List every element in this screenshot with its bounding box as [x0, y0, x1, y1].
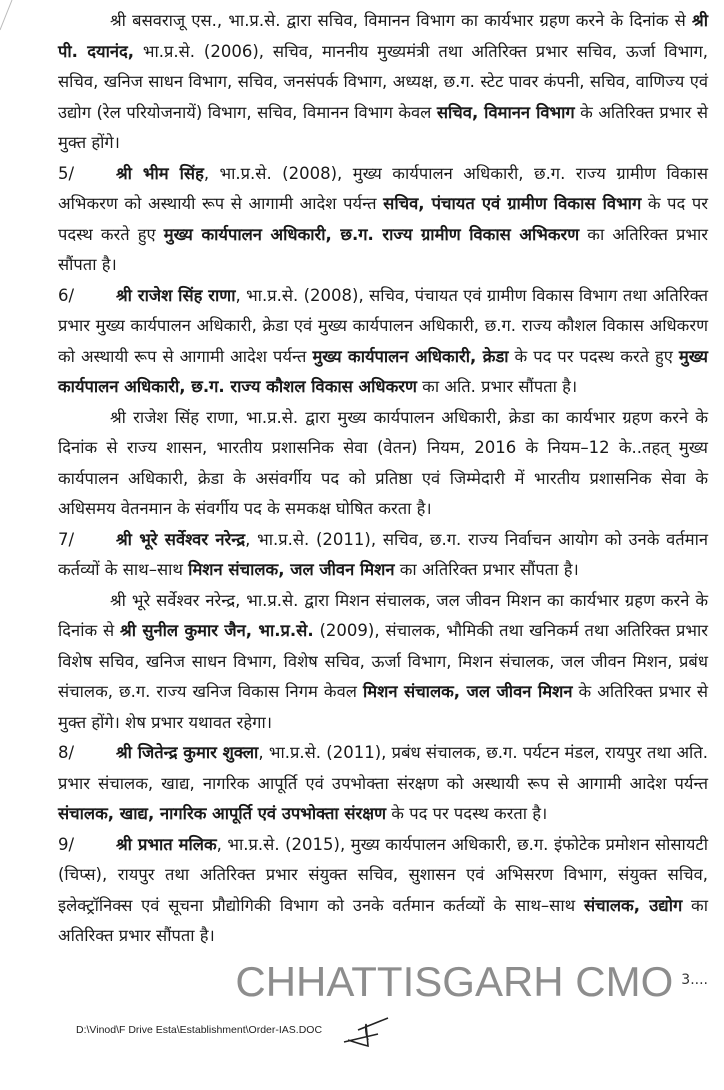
bold-text: सचिव, विमानन विभाग: [436, 102, 575, 122]
paragraph-number: 6/: [58, 285, 75, 305]
order-paragraph: [58, 586, 708, 739]
footer-file-path: D:\Vinod\F Drive Esta\Establishment\Order-IAS.DOC: [76, 1023, 323, 1036]
page-continuation: 3....: [681, 971, 708, 988]
paragraph-text: श्री राजेश सिंह राणा, भा.प्र.से. द्वारा मुख्य कार्यपालन अधिकारी, क्रेडा का कार्यभार ग्रहण करने के दिनांक से राज्य शासन, भारतीय प्रशासनिक सेवा (वेतन) नियम, 2016 के नियम–12 के..तहत् मुख्य कार्यपालन अधिकारी, क्रेडा के असंवर्गीय पद को प्रतिष्ठा एवं जिम्मेदारी में भारतीय प्रशासनिक सेवा के अधिसमय वेतनमान के संवर्गीय पद के समकक्ष घोषित करता है।: [58, 407, 708, 518]
order-paragraph: [58, 830, 708, 952]
bold-text: श्री भीम सिंह: [116, 163, 204, 183]
paragraph-text: भा.प्र.से. (2006), सचिव, माननीय मुख्यमंत्री तथा अतिरिक्त प्रभार सचिव, ऊर्जा विभाग, सचिव, खनिज साधन विभाग, सचिव, जनसंपर्क विभाग, अध्यक्ष, छ.ग. स्टेट पावर कंपनी, सचिव, वाणिज्य एवं उद्योग (रेल परियोजनायें) विभाग, सचिव, विमानन विभाग केवल: [58, 41, 709, 122]
order-paragraph: [58, 6, 708, 159]
bold-text: श्री राजेश सिंह राणा: [116, 285, 236, 305]
paragraph-text: (2009), संचालक, भौमिकी तथा खनिकर्म तथा अतिरिक्त प्रभार विशेष सचिव, खनिज साधन विभाग, विशेष सचिव, ऊर्जा विभाग, मिशन संचालक, जल जीवन मिशन, प्रबंध संचालक, छ.ग. राज्य खनिज विकास निगम केवल: [58, 621, 708, 701]
paragraph-text: , भा.प्र.से. (2011), सचिव, छ.ग. राज्य निर्वाचन आयोग को उनके वर्तमान कर्तव्यों के साथ–साथ: [58, 529, 708, 579]
order-document-body: [58, 6, 708, 952]
paragraph-text: के पद पर पदस्थ करते हुए: [58, 194, 708, 244]
bold-text: मुख्य कार्यपालन अधिकारी, छ.ग. राज्य ग्रामीण विकास अभिकरण: [163, 224, 580, 244]
paragraph-number: 9/: [58, 834, 75, 854]
order-paragraph: [58, 738, 708, 830]
bold-text: श्री सुनील कुमार जैन, भा.प्र.से.: [120, 621, 314, 640]
paragraph-text: का अतिरिक्त प्रभार सौंपता है।: [394, 560, 579, 579]
paragraph-text: श्री बसवराजू एस., भा.प्र.से. द्वारा सचिव, विमानन विभाग का कार्यभार ग्रहण करने के दिनांक से: [110, 11, 693, 30]
bold-text: श्री प्रभात मलिक: [116, 834, 217, 854]
paragraph-text: के पद पर पदस्थ करते हुए: [508, 346, 679, 366]
paragraph-text: , भा.प्र.से. (2015), मुख्य कार्यपालन अधिकारी, छ.ग. इंफोटेक प्रमोशन सोसायटी (चिप्स), रायपुर तथा अतिरिक्त प्रभार संयुक्त सचिव, सुशासन एवं अभिसरण विभाग, संयुक्त सचिव, इलेक्ट्रॉनिक्स एवं सूचना प्रौद्योगिकी विभाग को उनके वर्तमान कर्तव्यों के साथ–साथ: [58, 834, 708, 915]
paragraph-number: 8/: [58, 743, 75, 762]
paragraph-text: श्री भूरे सर्वेश्वर नरेन्द्र, भा.प्र.से. द्वारा मिशन संचालक, जल जीवन मिशन का कार्यभार ग्रहण करने के दिनांक से: [58, 590, 708, 640]
bold-text: मुख्य कार्यपालन अधिकारी, छ.ग. राज्य कौशल विकास अधिकरण: [58, 346, 708, 396]
watermark-row: [58, 958, 708, 1006]
paragraph-number: 5/: [58, 163, 75, 183]
footer-row: [76, 1010, 708, 1050]
bold-text: सचिव, पंचायत एवं ग्रामीण विकास विभाग: [383, 194, 642, 213]
paragraph-text: के अतिरिक्त प्रभार से मुक्त होंगे। शेष प्रभार यथावत रहेगा।: [58, 682, 709, 732]
paragraph-text: के अतिरिक्त प्रभार से मुक्त होंगे।: [58, 102, 708, 152]
paragraph-number: 7/: [58, 529, 75, 549]
paragraph-text: के पद पर पदस्थ करता है।: [386, 804, 548, 823]
signature-initials: [338, 1010, 398, 1050]
bold-text: मिशन संचालक, जल जीवन मिशन: [362, 682, 573, 701]
bold-text: संचालक, उद्योग: [583, 895, 683, 915]
paragraph-text: का अतिरिक्त प्रभार सौंपता है।: [58, 895, 708, 945]
bold-text: श्री पी. दयानंद,: [58, 11, 708, 61]
paragraph-text: का अतिरिक्त प्रभार सौंपता है।: [58, 224, 709, 274]
paragraph-text: , भा.प्र.से. (2011), प्रबंध संचालक, छ.ग. पर्यटन मंडल, रायपुर तथा अति. प्रभार संचालक, खाद्य, नागरिक आपूर्ति एवं उपभोक्ता संरक्षण को अस्थायी रूप से आगामी आदेश पर्यन्त: [58, 743, 708, 793]
order-paragraph: [58, 159, 708, 281]
order-paragraph: [58, 281, 708, 403]
bold-text: मुख्य कार्यपालन अधिकारी, क्रेडा: [312, 346, 509, 366]
paragraph-text: , भा.प्र.से. (2008), सचिव, पंचायत एवं ग्रामीण विकास विभाग तथा अतिरिक्त प्रभार मुख्य कार्यपालन अधिकारी, क्रेडा एवं मुख्य कार्यपालन अधिकारी, छ.ग. राज्य कौशल विकास अधिकरण को अस्थायी रूप से आगामी आदेश पर्यन्त: [58, 285, 708, 366]
paragraph-text: , भा.प्र.से. (2008), मुख्य कार्यपालन अधिकारी, छ.ग. राज्य ग्रामीण विकास अभिकरण को अस्थायी रूप से आगामी आदेश पर्यन्त: [58, 163, 708, 213]
bold-text: श्री जितेन्द्र कुमार शुक्ला: [116, 743, 259, 762]
bold-text: श्री भूरे सर्वेश्वर नरेन्द्र: [116, 529, 246, 549]
bold-text: मिशन संचालक, जल जीवन मिशन: [188, 560, 395, 579]
paragraph-text: का अति. प्रभार सौंपता है।: [416, 377, 578, 396]
watermark: CHHATTISGARH CMO: [235, 957, 674, 1005]
order-paragraph: [58, 525, 708, 586]
order-paragraph: [58, 403, 708, 525]
bold-text: संचालक, खाद्य, नागरिक आपूर्ति एवं उपभोक्ता संरक्षण: [58, 804, 387, 823]
page-edge-mark: [0, 0, 40, 40]
